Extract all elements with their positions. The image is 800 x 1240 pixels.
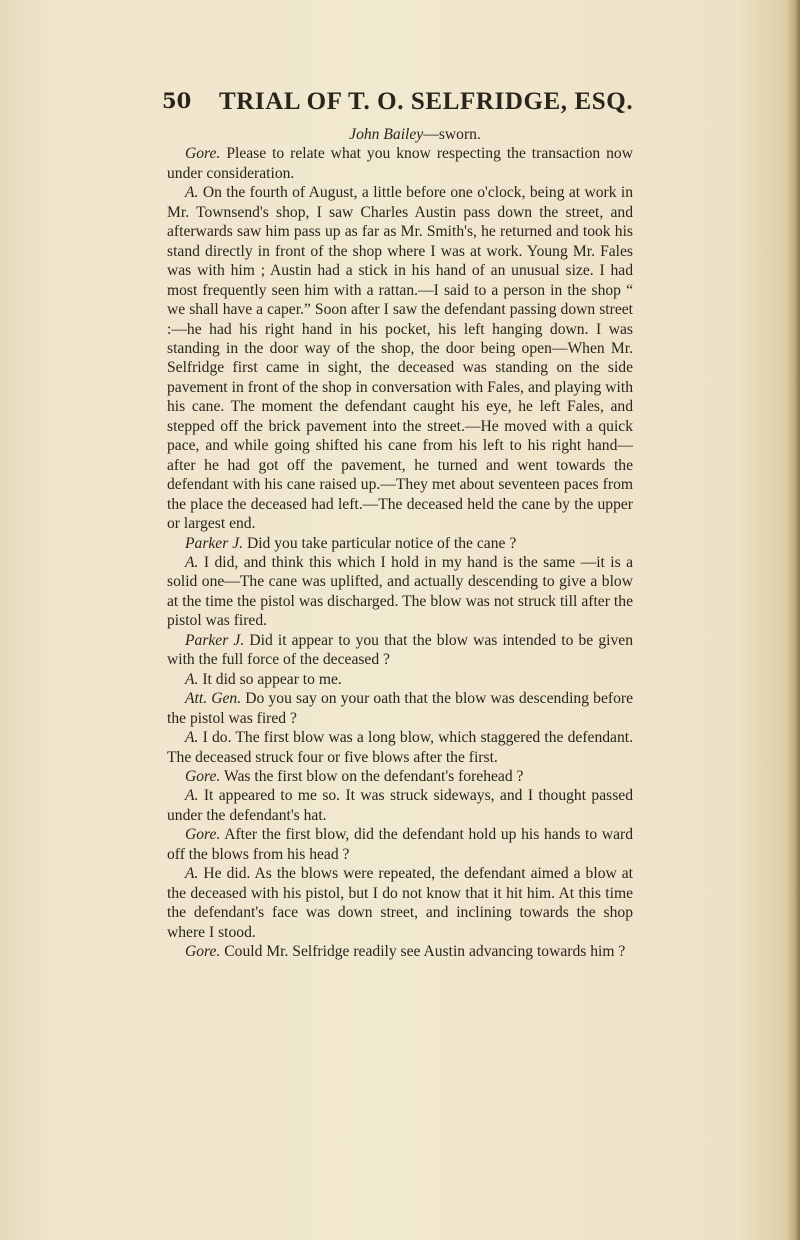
testimony-paragraph [167,825,633,864]
page-edge-shadow [786,0,800,1240]
running-head: TRIAL OF T. O. SELFRIDGE, ESQ. [219,88,634,115]
witness-line [167,125,633,144]
testimony-text: Please to relate what you know respecting the transaction now under consideration. [167,145,633,182]
testimony-paragraph [167,767,633,786]
speaker: A. [185,787,199,805]
speaker: Parker J. [185,631,245,649]
testimony-text: I do. The first blow was a long blow, which staggered the defendant. The deceased struck four or five blows after the first. [167,729,633,766]
testimony-paragraph [167,144,633,183]
speaker: Parker J. [185,534,244,552]
testimony-paragraph [167,728,633,767]
speaker: A. [185,865,199,883]
witness-status: —sworn. [423,126,481,143]
testimony-text: Did you take particular notice of the cane ? [246,534,517,552]
speaker: Att. Gen. [185,690,242,708]
speaker: A. [185,729,199,747]
testimony-text: He did. As the blows were repeated, the defendant aimed a blow at the deceased with his pistol, but I do not know that it hit him. At this time the defendant's face was down street, and inclining towards the shop where I stood. [167,865,633,941]
testimony-text: Did it appear to you that the blow was intended to be given with the full force of the deceased ? [167,631,633,669]
speaker: Gore. [185,145,221,163]
testimony-paragraph [167,553,633,631]
testimony-paragraph [167,689,633,728]
testimony-paragraph [167,670,633,689]
testimony-paragraph [167,183,633,533]
page-header [162,88,662,122]
testimony-text: On the fourth of August, a little before one o'clock, being at work in Mr. Townsend's shop, I saw Charles Austin pass down the street, and afterwards saw him pass up as far as Mr. Smith's, he returned and took his stand directly in front of the shop where I was at work. Young Mr. Fales was with him ; Austin had a stick in his hand of an unusual size. I had most frequently seen him with a rattan.—I said to a person in the shop “ we shall have a caper.” Soon after I saw the defendant passing down street :—he had his right hand in his pocket, his left hanging down. I was standing in the door way of the shop, the door being open—When Mr. Selfridge first came in sight, the deceased was standing on the side pavement in front of the shop in conversation with Fales, and playing with his cane. The moment the defendant caught his eye, he left Fales, and stepped off the brick pavement into the street.—He moved with a quick pace, and while going shifted his cane from his left to his right hand—after he had got off the pavement, he turned and went towards the defendant with his cane raised up.—They met about seventeen paces from the place the deceased had left.—The deceased held the cane by the upper or largest end. [167,184,634,533]
testimony-paragraph [167,942,633,961]
testimony-text: After the first blow, did the defendant hold up his hands to ward off the blows from his head ? [167,826,633,863]
testimony-paragraph [167,864,633,942]
speaker: Gore. [185,943,221,961]
testimony-paragraph [167,631,633,670]
speaker: Gore. [185,767,221,785]
witness-name: John Bailey [349,126,424,143]
testimony-paragraph [167,786,633,825]
testimony-text: Do you say on your oath that the blow was descending before the pistol was fired ? [167,690,633,727]
testimony-paragraph [167,534,633,553]
page-number: 50 [162,88,192,113]
speaker: A. [185,553,199,571]
testimony-text: It did so appear to me. [202,670,342,688]
speaker: Gore. [185,826,221,844]
speaker: A. [185,184,199,202]
testimony-text: Could Mr. Selfridge readily see Austin advancing towards him ? [224,943,626,961]
testimony-text: I did, and think this which I hold in my hand is the same —it is a solid one—The cane was uplifted, and actually descending to give a blow at the time the pistol was discharged. The blow was not struck till after the pistol was fired. [167,553,633,630]
testimony-text: Was the first blow on the defendant's forehead ? [224,767,524,785]
body-text [167,125,633,961]
speaker: A. [185,670,199,688]
testimony-text: It appeared to me so. It was struck sideways, and I thought passed under the defendant's hat. [167,787,633,824]
